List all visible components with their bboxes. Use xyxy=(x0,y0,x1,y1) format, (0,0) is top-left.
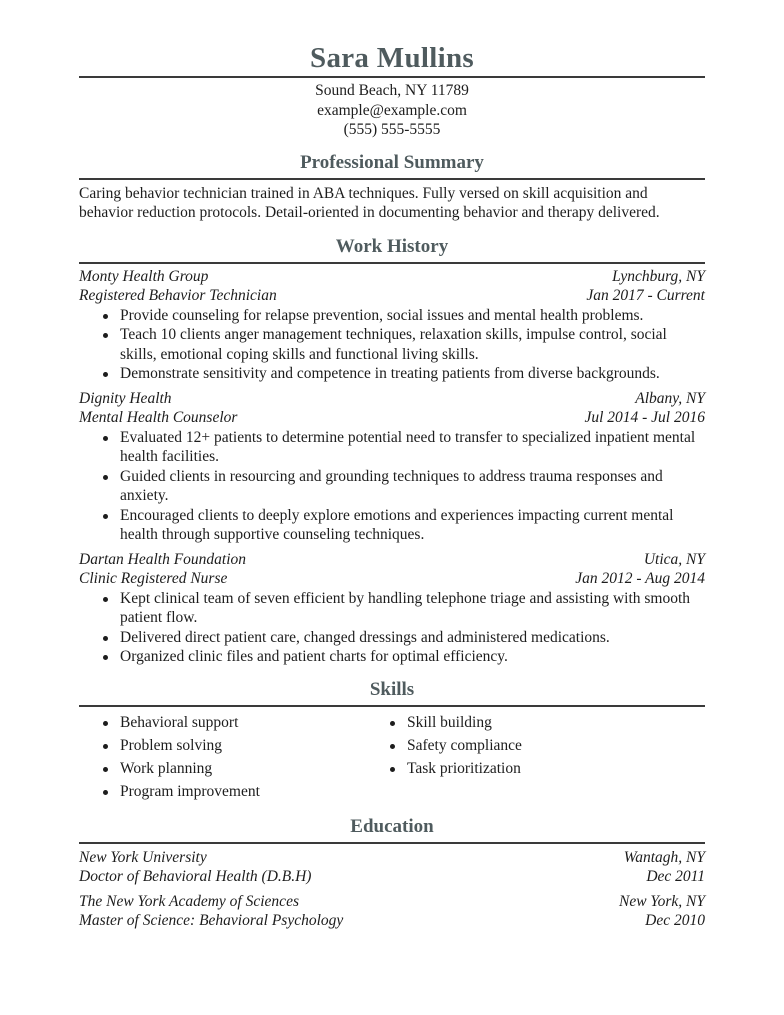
job-bullets xyxy=(79,306,705,384)
job-header-row xyxy=(79,267,705,287)
work-history-divider xyxy=(79,262,705,264)
job-role: Registered Behavior Technician xyxy=(79,287,277,304)
job-dates: Jan 2012 - Aug 2014 xyxy=(575,570,705,587)
education-date: Dec 2011 xyxy=(646,868,705,885)
candidate-name: Sara Mullins xyxy=(310,42,474,74)
job-location: Albany, NY xyxy=(635,389,705,407)
skills-column-left xyxy=(79,711,366,803)
education-entry xyxy=(79,892,705,931)
job-company: Dartan Health Foundation xyxy=(79,550,247,568)
job-header-row xyxy=(79,389,705,409)
contact-address: Sound Beach, NY 11789 xyxy=(315,82,469,99)
education-degree: Doctor of Behavioral Health (D.B.H) xyxy=(79,868,312,885)
job-bullet: Evaluated 12+ patients to determine potential need to transfer to specialized inpatient mental health facilities. xyxy=(120,428,705,467)
resume-content xyxy=(79,0,705,931)
skills-left-list xyxy=(79,711,366,803)
education-school: The New York Academy of Sciences xyxy=(79,892,299,910)
job-bullets xyxy=(79,589,705,667)
job-bullet: Kept clinical team of seven efficient by handling telephone triage and assisting with smooth patient flow. xyxy=(120,589,705,628)
contact-email[interactable]: example@example.com xyxy=(317,101,467,119)
job-bullet: Demonstrate sensitivity and competence in treating patients from diverse backgrounds. xyxy=(120,364,705,384)
skill-item: Work planning xyxy=(120,757,366,780)
skill-item: Task prioritization xyxy=(407,757,522,780)
job-company: Monty Health Group xyxy=(79,267,209,285)
job-bullet: Organized clinic files and patient charts for optimal efficiency. xyxy=(120,647,705,667)
job-location: Lynchburg, NY xyxy=(612,267,705,285)
skill-item: Problem solving xyxy=(120,734,366,757)
education-school: New York University xyxy=(79,848,207,866)
skill-item: Behavioral support xyxy=(120,711,366,734)
job-dates: Jul 2014 - Jul 2016 xyxy=(584,409,705,426)
education-location: Wantagh, NY xyxy=(623,848,705,866)
education-date: Dec 2010 xyxy=(645,912,705,929)
job-bullet: Teach 10 clients anger management techniques, relaxation skills, impulse control, social skills, emotional coping skills and functional living skills. xyxy=(120,325,705,364)
skills-list xyxy=(79,711,705,803)
work-history-title: Work History xyxy=(335,235,449,257)
name-divider xyxy=(79,76,705,78)
job-location: Utica, NY xyxy=(643,550,705,568)
skill-item: Program improvement xyxy=(120,780,366,803)
education-entry xyxy=(79,848,705,887)
contact-block xyxy=(79,81,705,140)
job-role: Clinic Registered Nurse xyxy=(79,570,228,587)
job-bullet: Encouraged clients to deeply explore emotions and experiences impacting current mental health through supportive counseling techniques. xyxy=(120,506,705,545)
job-subheader-row xyxy=(79,408,705,428)
education-header-row xyxy=(79,848,705,868)
job-header-row xyxy=(79,550,705,570)
skills-divider xyxy=(79,705,705,707)
skills-title: Skills xyxy=(369,678,415,700)
skill-item: Safety compliance xyxy=(407,734,522,757)
skill-item: Skill building xyxy=(407,711,522,734)
education-location: New York, NY xyxy=(619,892,705,910)
job-bullet: Guided clients in resourcing and grounding techniques to address trauma responses and anxiety. xyxy=(120,467,705,506)
contact-phone[interactable]: (555) 555-5555 xyxy=(343,121,441,138)
job-entry xyxy=(79,550,705,667)
job-subheader-row xyxy=(79,286,705,306)
education-degree: Master of Science: Behavioral Psychology xyxy=(79,912,344,929)
job-bullets xyxy=(79,428,705,545)
education-subheader-row xyxy=(79,867,705,887)
job-bullet: Provide counseling for relapse prevention, social issues and mental health problems. xyxy=(120,306,705,326)
education-subheader-row xyxy=(79,911,705,931)
job-subheader-row xyxy=(79,569,705,589)
skills-right-list xyxy=(366,711,522,780)
summary-title: Professional Summary xyxy=(300,151,484,173)
job-bullet: Delivered direct patient care, changed dressings and administered medications. xyxy=(120,628,705,648)
education-divider xyxy=(79,842,705,844)
job-entry xyxy=(79,267,705,384)
job-dates: Jan 2017 - Current xyxy=(586,287,705,304)
education-title: Education xyxy=(350,815,434,837)
job-entry xyxy=(79,389,705,545)
job-company: Dignity Health xyxy=(79,389,172,407)
skills-column-right xyxy=(366,711,522,803)
summary-divider xyxy=(79,178,705,180)
job-role: Mental Health Counselor xyxy=(79,409,238,426)
education-header-row xyxy=(79,892,705,912)
summary-text: Caring behavior technician trained in ABA techniques. Fully versed on skill acquisition and behavior reduction protocols. Detail-oriented in documenting behavior and therapy delivered. xyxy=(79,184,660,221)
